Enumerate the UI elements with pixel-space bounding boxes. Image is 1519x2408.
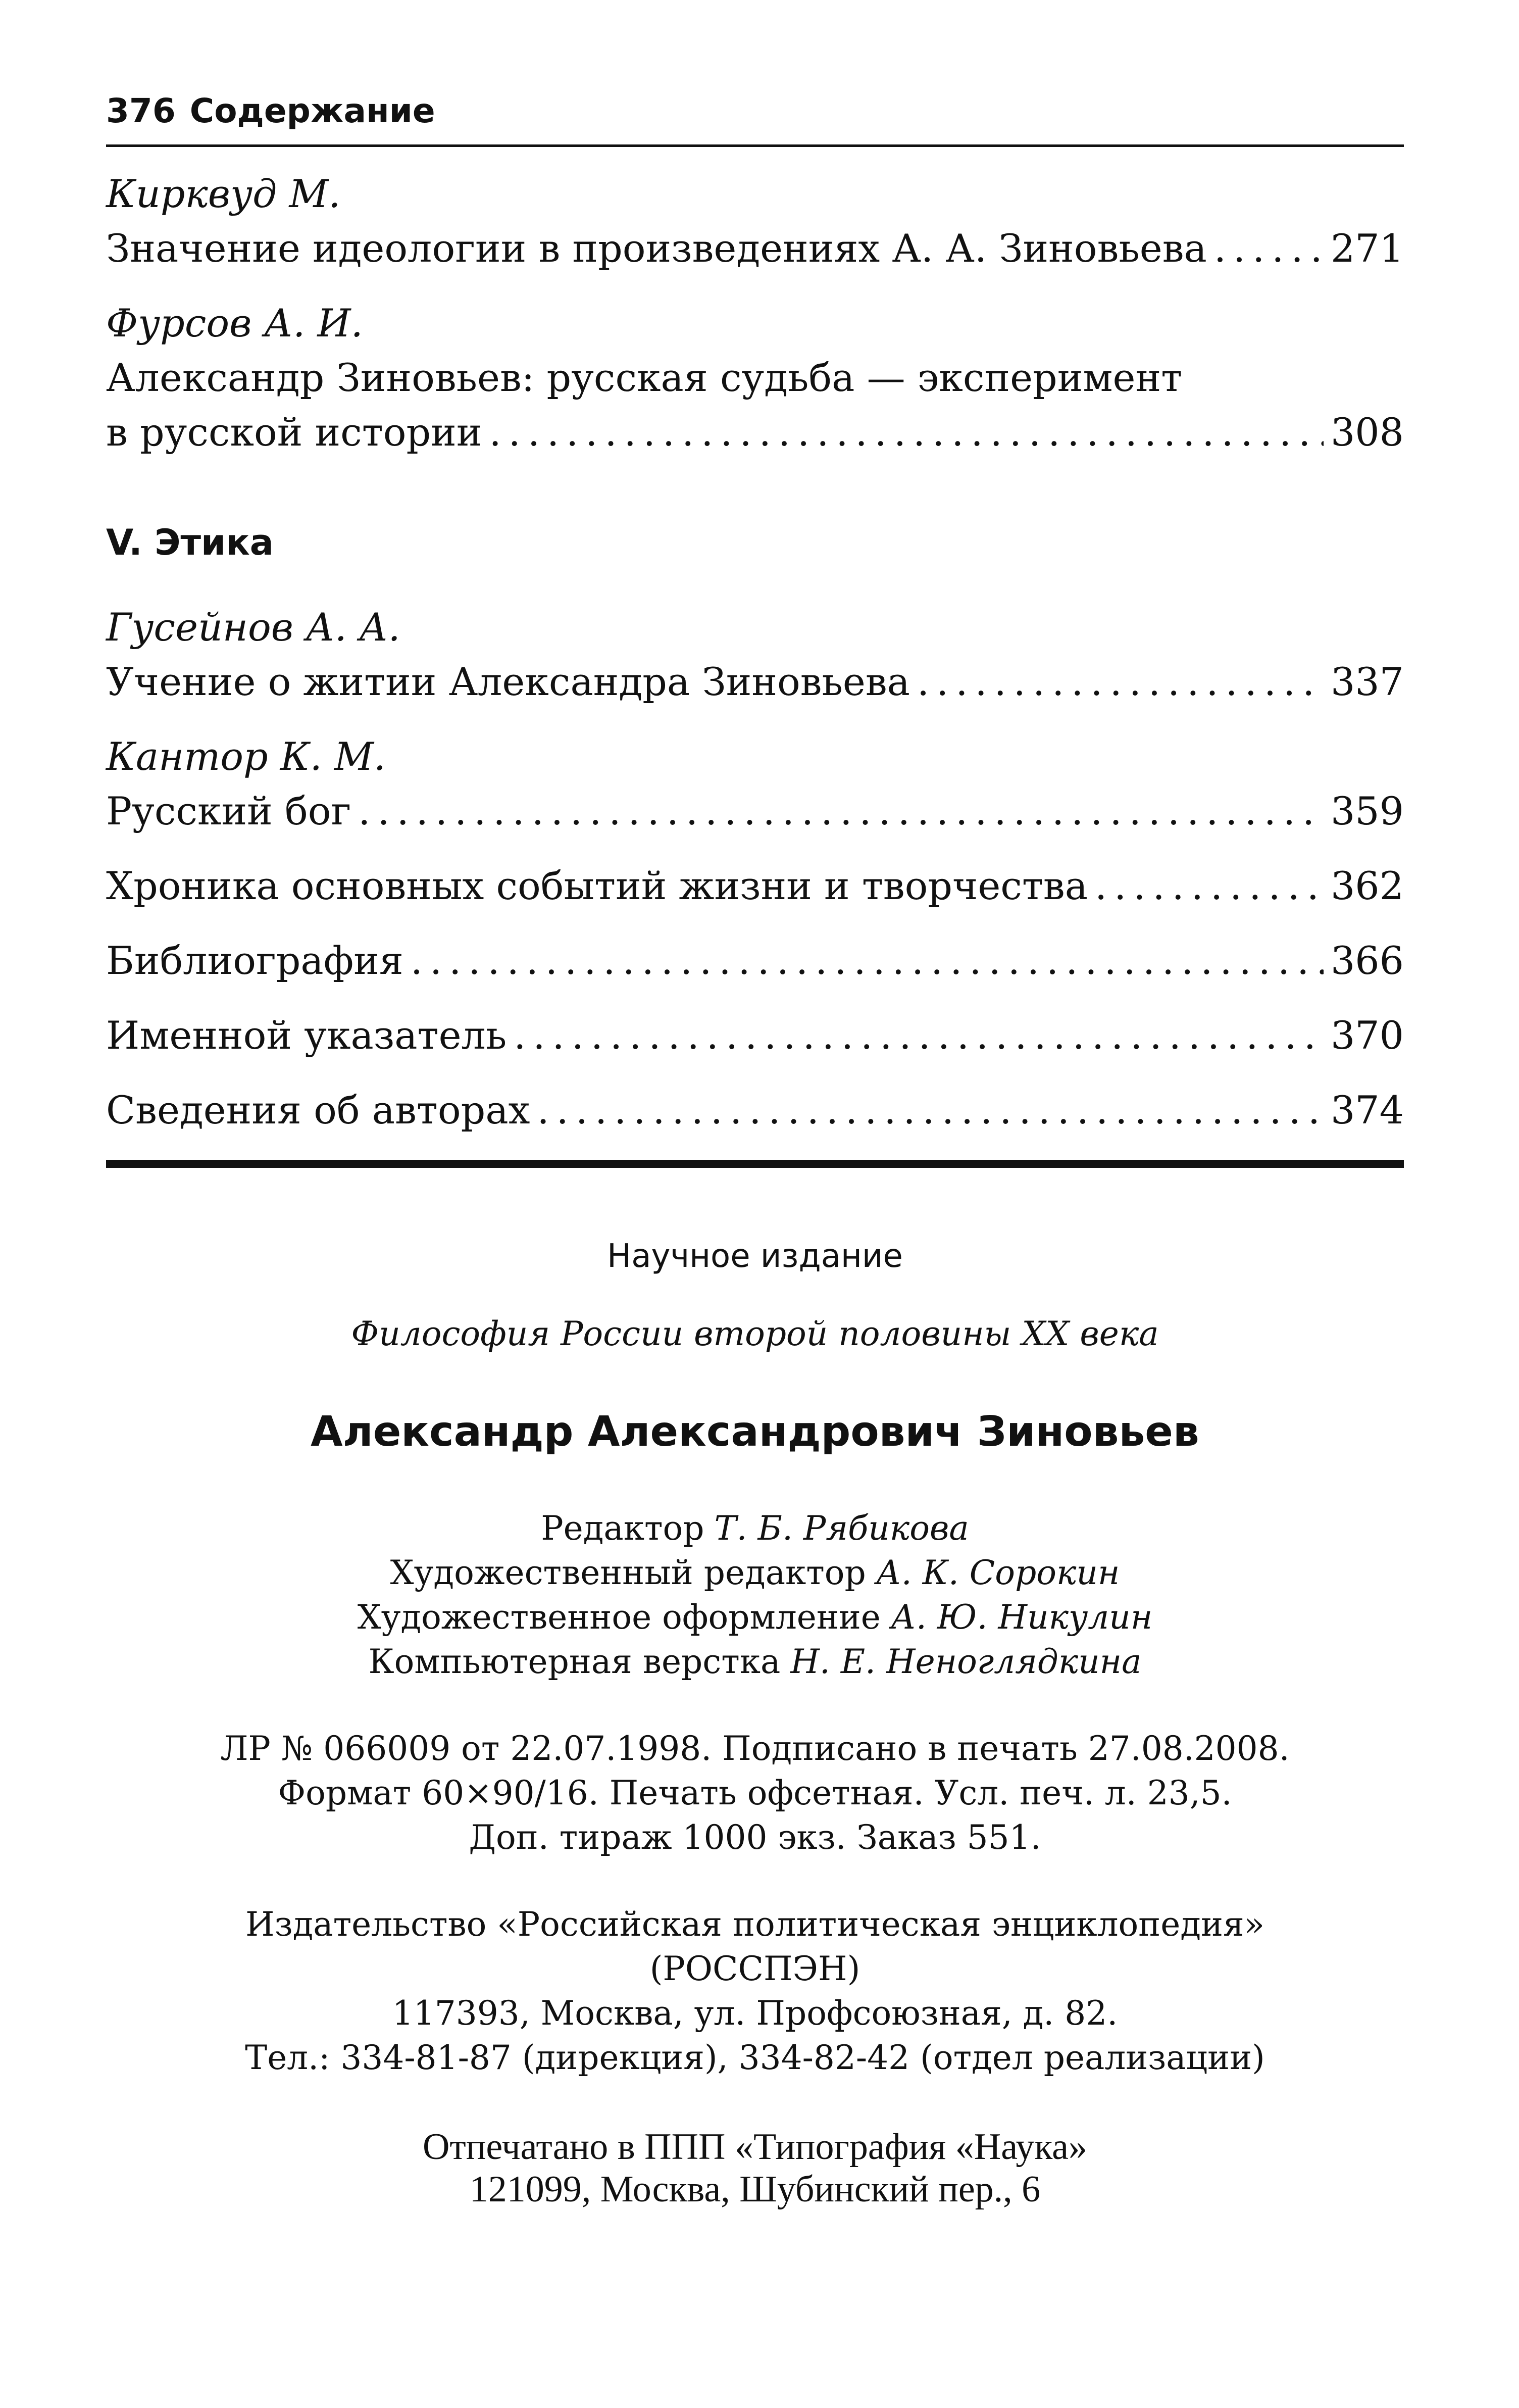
toc-entry xyxy=(106,729,1404,839)
toc-author: Кантор К. М. xyxy=(106,734,386,779)
dot-leader xyxy=(1214,221,1324,276)
credit-role: Художественное оформление xyxy=(357,1598,881,1637)
printer-info xyxy=(106,2126,1404,2210)
credit-name: Н. Е. Неноглядкина xyxy=(790,1642,1142,1681)
toc-author: Фурсов А. И. xyxy=(106,301,363,346)
printer-line: Отпечатано в ППП «Типография «Наука» xyxy=(422,2126,1088,2168)
publisher-line: Тел.: 334-81-87 (дирекция), 334-82-42 (отдел реализации) xyxy=(245,2038,1265,2077)
credit-role: Редактор xyxy=(541,1509,704,1548)
toc-entry xyxy=(106,296,1404,460)
credit-name: А. К. Сорокин xyxy=(876,1553,1120,1592)
toc-title-line: Александр Зиновьев: русская судьба — эксперимент xyxy=(106,355,1183,400)
dot-leader xyxy=(358,784,1324,839)
table-of-contents xyxy=(106,167,1404,1138)
toc-page-number: 308 xyxy=(1330,410,1404,455)
dot-leader xyxy=(411,933,1324,988)
toc-entry xyxy=(106,167,1404,276)
toc-title: Сведения об авторах xyxy=(106,1088,530,1133)
series-title: Философия России второй половины XX века xyxy=(351,1314,1159,1353)
credit-line xyxy=(106,1551,1404,1595)
toc-line xyxy=(106,1008,1404,1063)
publisher-info xyxy=(106,1902,1404,2080)
toc-title: Библиография xyxy=(106,938,403,983)
book-title: Александр Александрович Зиновьев xyxy=(311,1408,1199,1456)
dot-leader xyxy=(917,655,1324,709)
toc-line xyxy=(106,1083,1404,1138)
print-info-line: ЛР № 066009 от 22.07.1998. Подписано в печать 27.08.2008. xyxy=(220,1729,1290,1768)
credits xyxy=(106,1506,1404,1684)
print-info-line: Формат 60×90/16. Печать офсетная. Усл. печ. л. 23,5. xyxy=(278,1774,1232,1812)
running-head-title: Содержание xyxy=(189,91,435,130)
credit-role: Художественный редактор xyxy=(390,1553,866,1592)
toc-author: Гусейнов А. А. xyxy=(106,605,400,650)
publisher-line: Издательство «Российская политическая энциклопедия» xyxy=(245,1905,1264,1944)
toc-entry xyxy=(106,600,1404,709)
dot-leader xyxy=(537,1083,1324,1138)
publisher-line: (РОССПЭН) xyxy=(649,1949,860,1988)
running-head xyxy=(106,91,1404,131)
colophon xyxy=(106,1233,1404,2210)
credit-line xyxy=(106,1506,1404,1551)
toc-page-number: 374 xyxy=(1330,1088,1404,1133)
print-info-line: Доп. тираж 1000 экз. Заказ 551. xyxy=(469,1818,1041,1857)
toc-page-number: 362 xyxy=(1330,863,1404,908)
credit-line xyxy=(106,1595,1404,1640)
toc-title: Учение о житии Александра Зиновьева xyxy=(106,659,910,704)
toc-line xyxy=(106,859,1404,913)
toc-author: Кирквуд М. xyxy=(106,171,341,216)
credit-role: Компьютерная верстка xyxy=(368,1642,781,1681)
toc-line xyxy=(106,655,1404,709)
print-info xyxy=(106,1727,1404,1860)
edition-kind: Научное издание xyxy=(607,1238,903,1275)
toc-line xyxy=(106,221,1404,276)
toc-page-number: 370 xyxy=(1330,1013,1404,1058)
publisher-line: 117393, Москва, ул. Профсоюзная, д. 82. xyxy=(392,1994,1118,2033)
section-heading: V. Этика xyxy=(106,522,274,563)
toc-title: в русской истории xyxy=(106,410,482,455)
dot-leader xyxy=(489,405,1324,460)
credit-name: Т. Б. Рябикова xyxy=(714,1509,969,1548)
toc-line xyxy=(106,784,1404,839)
dot-leader xyxy=(514,1008,1324,1063)
header-rule xyxy=(106,144,1404,147)
toc-page-number: 366 xyxy=(1330,938,1404,983)
page-number: 376 xyxy=(106,91,176,130)
toc-line xyxy=(106,405,1404,460)
toc-title: Значение идеологии в произведениях А. А. Зиновьева xyxy=(106,226,1207,271)
toc-title: Русский бог xyxy=(106,789,351,833)
toc-page-number: 359 xyxy=(1330,789,1404,833)
toc-title: Хроника основных событий жизни и творчества xyxy=(106,863,1088,908)
dot-leader xyxy=(1095,859,1324,913)
credit-line xyxy=(106,1640,1404,1684)
printer-line: 121099, Москва, Шубинский пер., 6 xyxy=(469,2169,1041,2210)
toc-title: Именной указатель xyxy=(106,1013,507,1058)
toc-page-number: 271 xyxy=(1330,226,1404,271)
toc-page-number: 337 xyxy=(1330,659,1404,704)
credit-name: А. Ю. Никулин xyxy=(890,1598,1153,1637)
toc-line xyxy=(106,933,1404,988)
separator-rule xyxy=(106,1160,1404,1168)
